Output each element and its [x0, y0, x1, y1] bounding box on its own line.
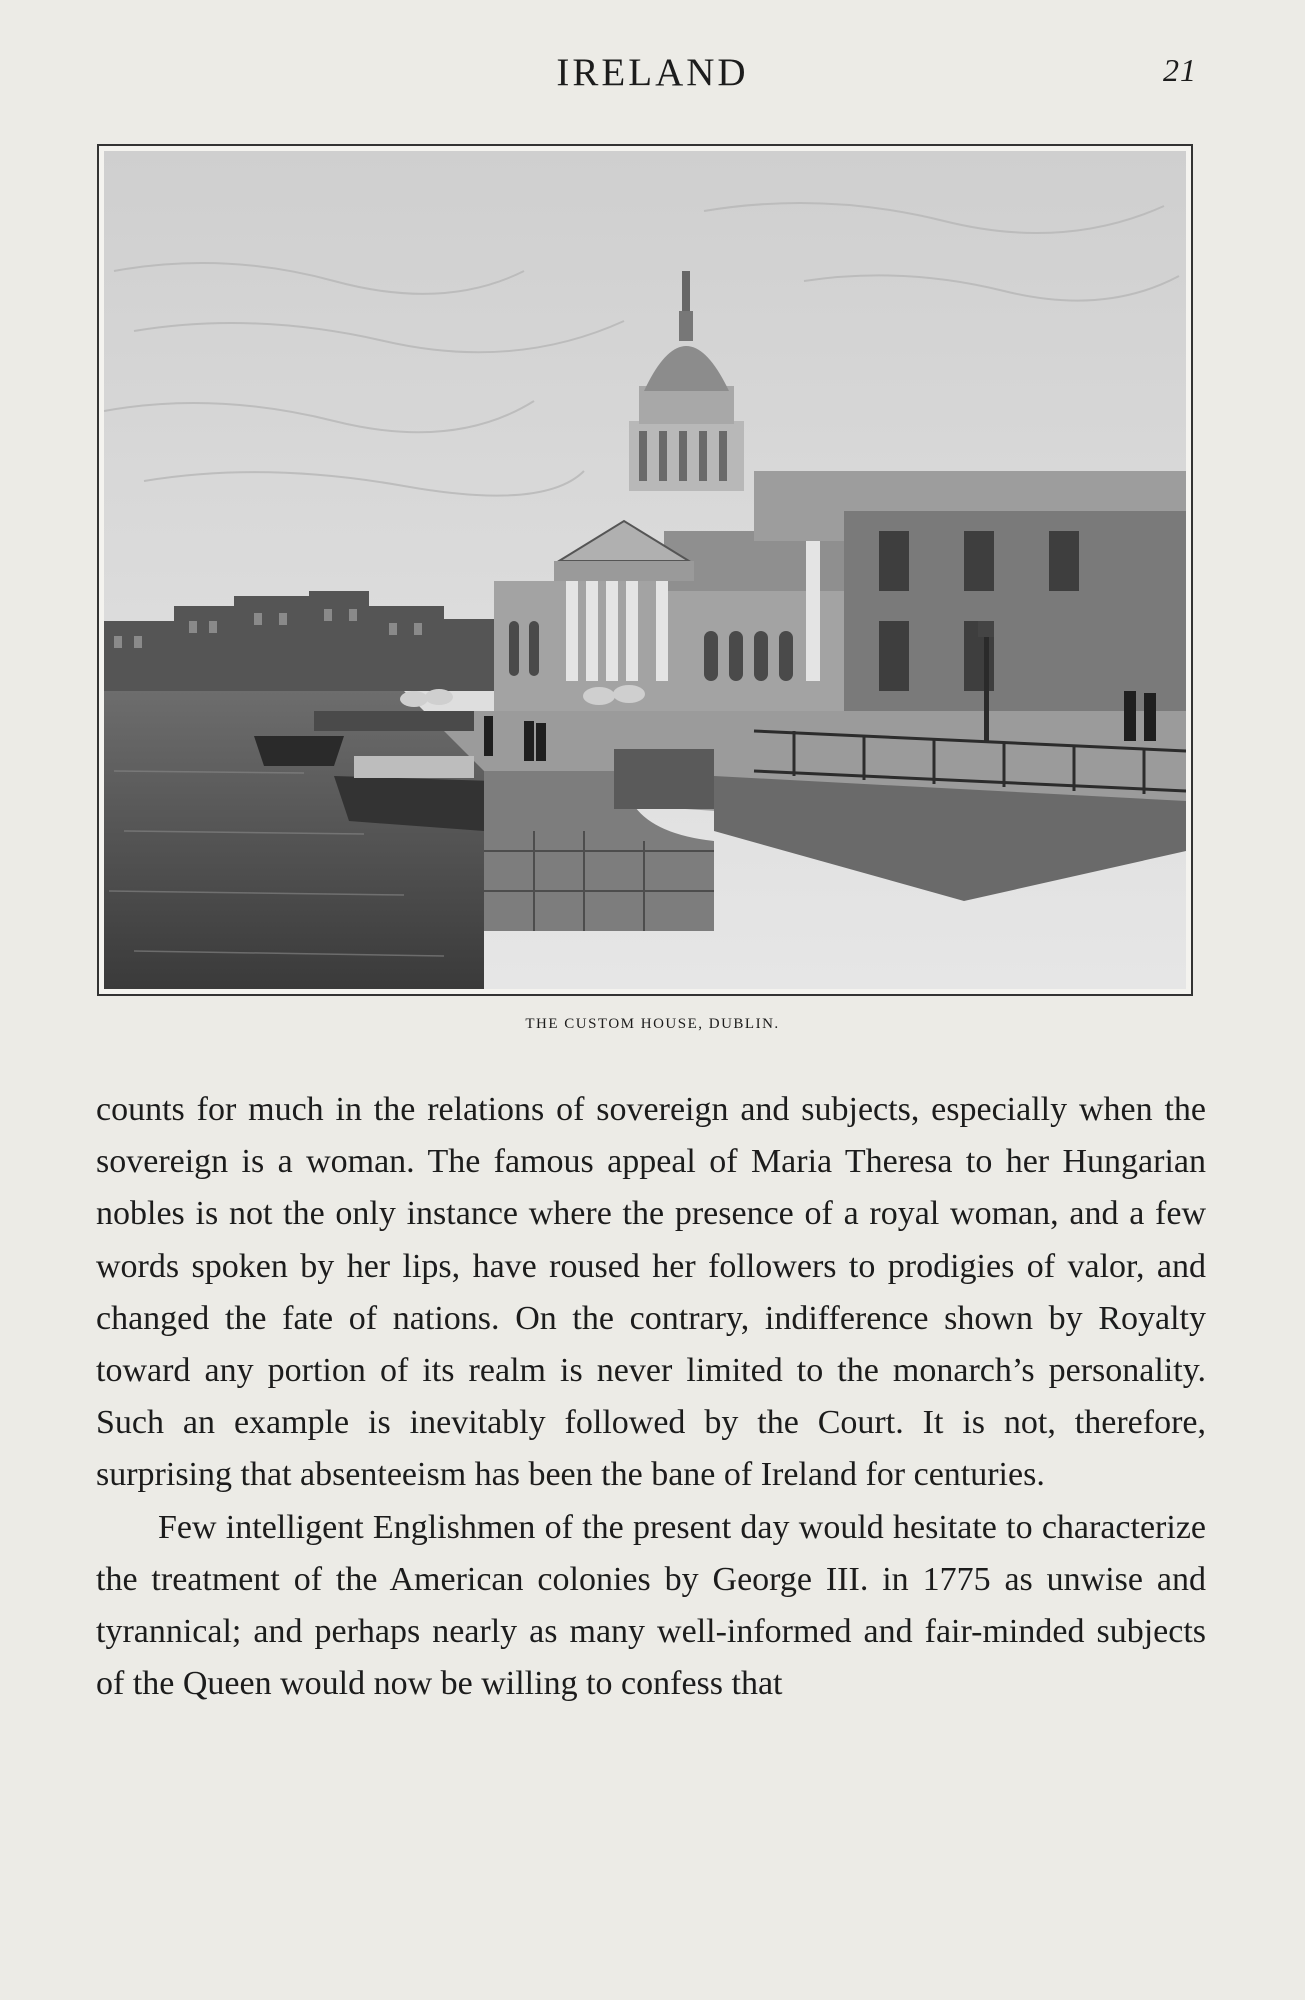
- paragraph-2: Few intelligent Englishmen of the present day would hesitate to characterize the treatment of the American colonies by George III. in 1775 as unwise and tyrannical; and perhaps nearly as many well-informed and fair-minded subjects of the Queen would now be willing to confess that: [96, 1508, 1206, 1703]
- custom-house-photograph: [104, 151, 1186, 989]
- photo-caption: THE CUSTOM HOUSE, DUBLIN.: [525, 1016, 780, 1032]
- paragraph-1: counts for much in the relations of sovereign and subjects, especially when the sovereign is a woman. The famous appeal of Maria Theresa to her Hungarian nobles is not the only instance where the presence of a royal woman, and a few words spoken by her lips, have roused her followers to prodigies of valor, and changed the fate of nations. On the contrary, indifference shown by Royalty toward any portion of its realm is never limited to the monarch’s personality. Such an example is inevitably followed by the Court. It is not, therefore, surprising that absenteeism has been the bane of Ireland for centuries.: [96, 1091, 1206, 1494]
- photo-plate: [97, 144, 1193, 996]
- running-title: IRELAND: [556, 51, 749, 94]
- page-number: 21: [1163, 52, 1197, 88]
- running-head: [0, 50, 1305, 100]
- body-text: [96, 1084, 1206, 1710]
